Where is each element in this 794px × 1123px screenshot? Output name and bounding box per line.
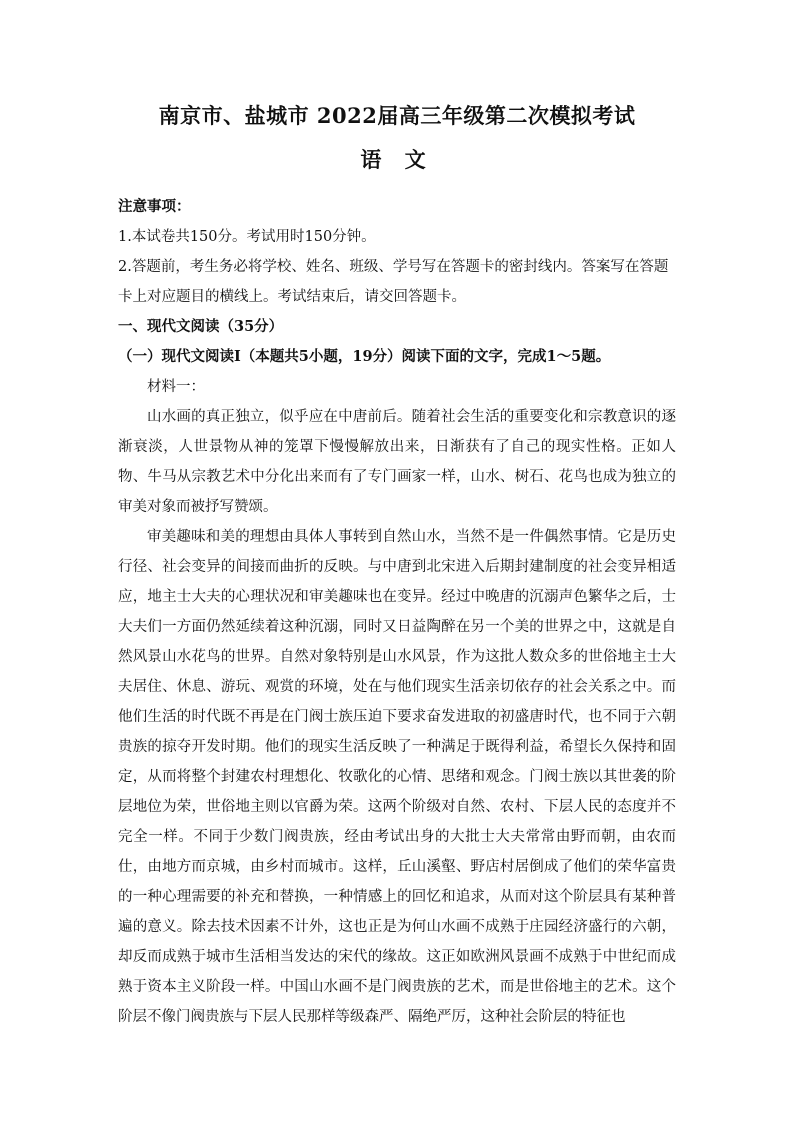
notes-heading: 注意事项： bbox=[118, 198, 191, 215]
subject-title: 语 文 bbox=[360, 147, 434, 172]
subsection-heading: （一）现代文阅读Ⅰ（本题共5小题，19分）阅读下面的文字，完成1～5题。 bbox=[118, 348, 611, 365]
passage-paragraph: 山水画的真正独立，似乎应在中唐前后。随着社会生活的重要变化和宗教意识的逐渐衰淡，人世景物从神的笼罩下慢慢解放出来，日渐获有了自己的现实性格。正如人物、牛马从宗教艺术中分化出来而有了专门画家一样，山水、树石、花鸟也成为独立的审美对象而被抒写赞颂。 bbox=[118, 409, 676, 515]
exam-title: 南京市、盐城市 2022届高三年级第二次模拟考试 bbox=[158, 103, 636, 128]
note-item: 2.答题前，考生务必将学校、姓名、班级、学号写在答题卡的密封线内。答案写在答题卡上对应题目的横线上。考试结束后，请交回答题卡。 bbox=[118, 259, 669, 305]
section-heading: 一、现代文阅读（35分） bbox=[118, 318, 284, 335]
passage-paragraph: 审美趣味和美的理想由具体人事转到自然山水，当然不是一件偶然事情。它是历史行径、社会变异的间接而曲折的反映。与中唐到北宋进入后期封建制度的社会变异相适应，地主士大夫的心理状况和审美趣味也在变异。经过中晚唐的沉溺声色繁华之后，士大夫们一方面仍然延续着这种沉溺，同时又日益陶醉在另一个美的世界之中，这就是自然风景山水花鸟的世界。自然对象特别是山水风景，作为这批人数众多的世俗地主士大夫居住、休息、游玩、观赏的环境，处在与他们现实生活亲切依存的社会关系之中。而他们生活的时代既不再是在门阀士族压迫下要求奋发进取的初盛唐时代，也不同于六朝贵族的掠夺开发时期。他们的现实生活反映了一种满足于既得利益，希望长久保持和固定，从而将整个封建农村理想化、牧歌化的心情、思绪和观念。门阀士族以其世袭的阶层地位为荣，世俗地主则以官爵为荣。这两个阶级对自然、农村、下层人民的态度并不完全一样。不同于少数门阀贵族，经由考试出身的大批士大夫常常由野而朝，由农而仕，由地方而京城，由乡村而城市。这样，丘山溪壑、野店村居倒成了他们的荣华富贵的一种心理需要的补充和替换，一种情感上的回忆和追求，从而对这个阶层具有某种普遍的意义。除去技术因素不计外，这也正是为何山水画不成熟于庄园经济盛行的六朝，却反而成熟于城市生活相当发达的宋代的缘故。这正如欧洲风景画不成熟于中世纪而成熟于资本主义阶段一样。中国山水画不是门阀贵族的艺术，而是世俗地主的艺术。这个阶层不像门阀贵族与下层人民那样等级森严、隔绝严厉，这种社会阶层的特征也 bbox=[118, 529, 676, 1025]
note-item: 1.本试卷共150分。考试用时150分钟。 bbox=[118, 229, 376, 245]
material-label: 材料一： bbox=[147, 379, 205, 395]
